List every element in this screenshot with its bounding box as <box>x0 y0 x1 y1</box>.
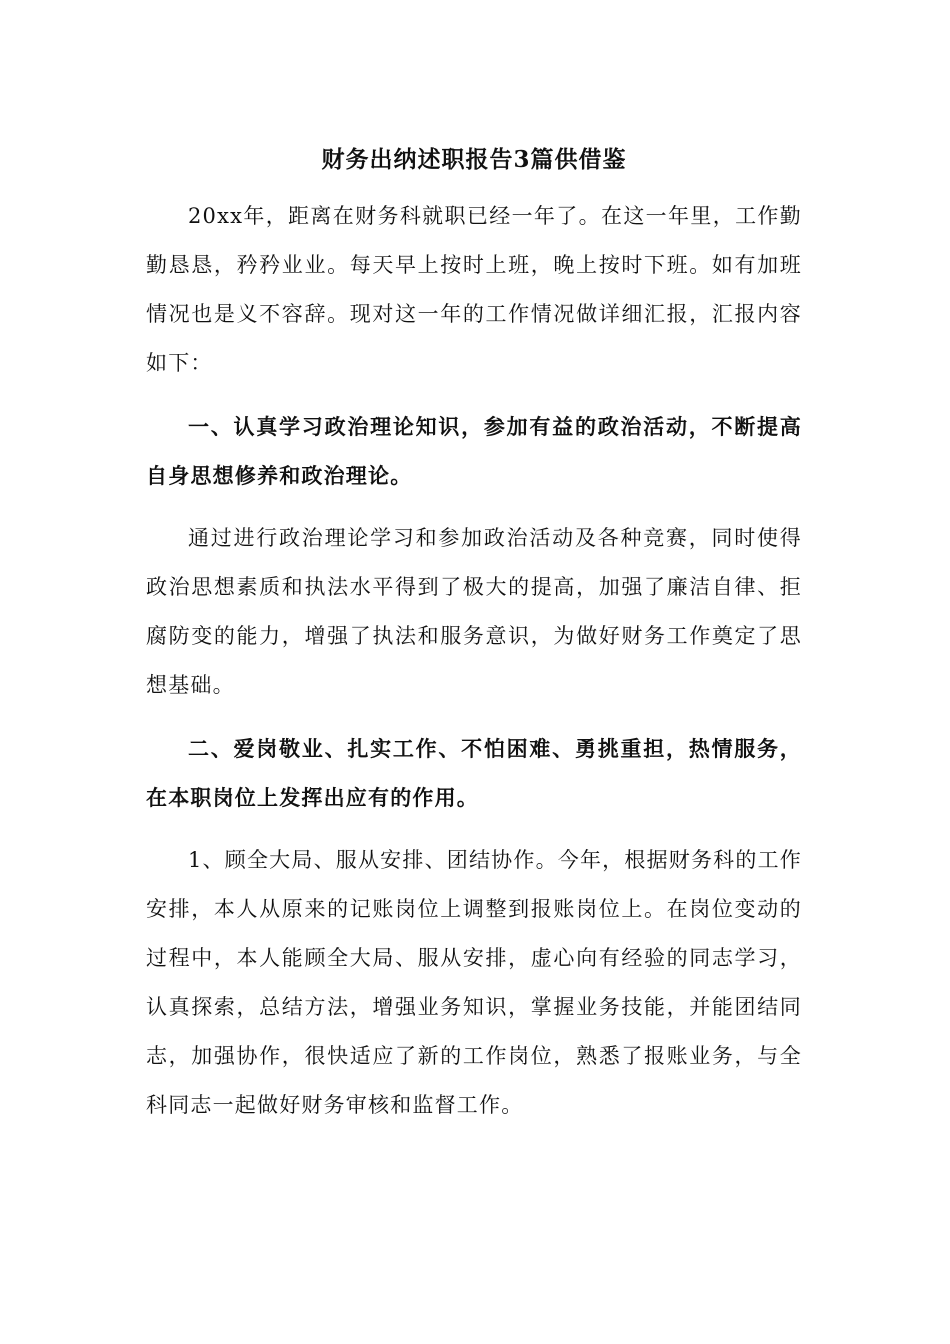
section-2-paragraph: 1、顾全大局、服从安排、团结协作。今年，根据财务科的工作安排，本人从原来的记账岗位上调整到报账岗位上。在岗位变动的过程中，本人能顾全大局、服从安排，虚心向有经验的同志学习，认真探索，总结方法，增强业务知识，掌握业务技能，并能团结同志，加强协作，很快适应了新的工作岗位，熟悉了报账业务，与全科同志一起做好财务审核和监督工作。 <box>146 848 802 1117</box>
intro-paragraph: 20xx年，距离在财务科就职已经一年了。在这一年里，工作勤勤恳恳，矜矜业业。每天早上按时上班，晚上按时下班。如有加班情况也是义不容辞。现对这一年的工作情况做详细汇报，汇报内容如下： <box>146 204 802 375</box>
section-1-paragraph: 通过进行政治理论学习和参加政治活动及各种竞赛，同时使得政治思想素质和执法水平得到了极大的提高，加强了廉洁自律、拒腐防变的能力，增强了执法和服务意识，为做好财务工作奠定了思想基础。 <box>146 526 802 697</box>
section-heading-2: 二、爱岗敬业、扎实工作、不怕困难、勇挑重担，热情服务，在本职岗位上发挥出应有的作用。 <box>146 736 802 810</box>
document-title: 财务出纳述职报告3篇供借鉴 <box>321 146 627 173</box>
section-heading-1: 一、认真学习政治理论知识，参加有益的政治活动，不断提高自身思想修养和政治理论。 <box>146 414 802 488</box>
document-body <box>146 140 802 1130</box>
